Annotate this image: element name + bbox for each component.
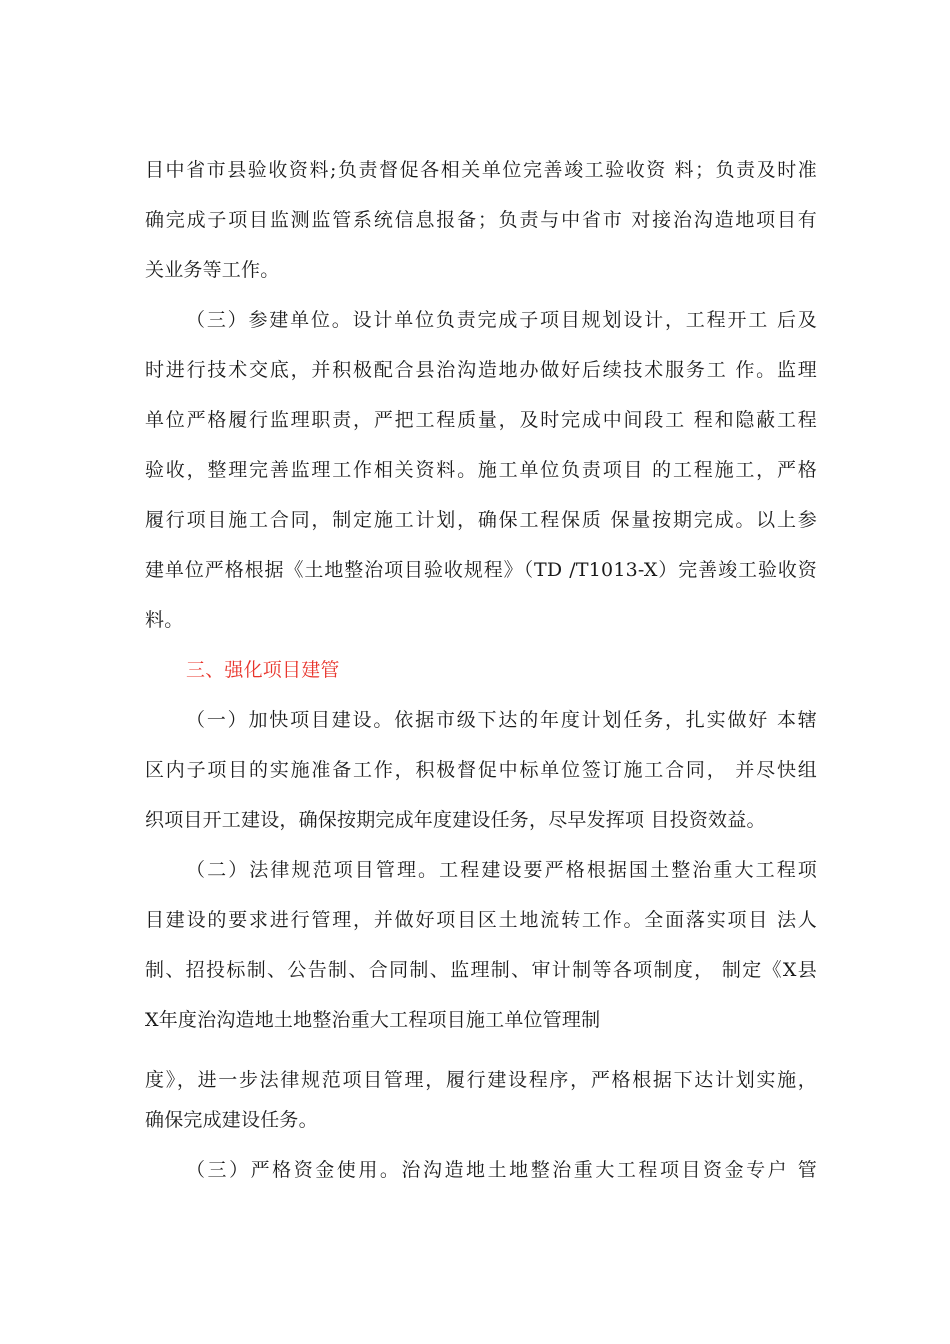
text-line: 关业务等工作。 [145,259,280,281]
paragraph-start-line: （二）法律规范项目管理。工程建设要严格根据国土整治重大工程项 [186,859,817,881]
text-line: 确完成子项目监测监管系统信息报备；负责与中省市 对接治沟造地项目有 [145,209,817,231]
paragraph-start-line: （三）严格资金使用。治沟造地土地整治重大工程项目资金专户 管 [186,1159,817,1181]
text-line: 度》，进一步法律规范项目管理，履行建设程序，严格根据下达计划实施， [145,1069,817,1091]
text-line: X年度治沟造地土地整治重大工程项目施工单位管理制 [145,1009,601,1031]
paragraph-start-line: （三）参建单位。设计单位负责完成子项目规划设计，工程开工 后及 [186,309,817,331]
text-line: 确保完成建设任务。 [145,1109,318,1131]
text-line: 时进行技术交底，并积极配合县治沟造地办做好后续技术服务工 作。监理 [145,359,817,381]
text-line: 区内子项目的实施准备工作，积极督促中标单位签订施工合同， 并尽快组 [145,759,817,781]
text-line: 料。 [145,609,184,631]
section-heading: 三、强化项目建管 [186,659,340,681]
text-line: 目建设的要求进行管理，并做好项目区土地流转工作。全面落实项目 法人 [145,909,817,931]
text-line: 验收，整理完善监理工作相关资料。施工单位负责项目 的工程施工，严格 [145,459,817,481]
text-line: 织项目开工建设，确保按期完成年度建设任务，尽早发挥项 目投资效益。 [145,809,766,831]
text-line: 单位严格履行监理职责，严把工程质量，及时完成中间段工 程和隐蔽工程 [145,409,817,431]
paragraph-start-line: （一）加快项目建设。依据市级下达的年度计划任务，扎实做好 本辖 [186,709,817,731]
text-line: 履行项目施工合同，制定施工计划，确保工程保质 保量按期完成。以上参 [145,509,817,531]
text-line: 目中省市县验收资料;负责督促各相关单位完善竣工验收资 料；负责及时准 [145,159,817,181]
text-line: 制、招投标制、公告制、合同制、监理制、审计制等各项制度， 制定《X县 [145,959,817,981]
text-line: 建单位严格根据《土地整治项目验收规程》（TD /T1013-X）完善竣工验收资 [145,559,817,581]
